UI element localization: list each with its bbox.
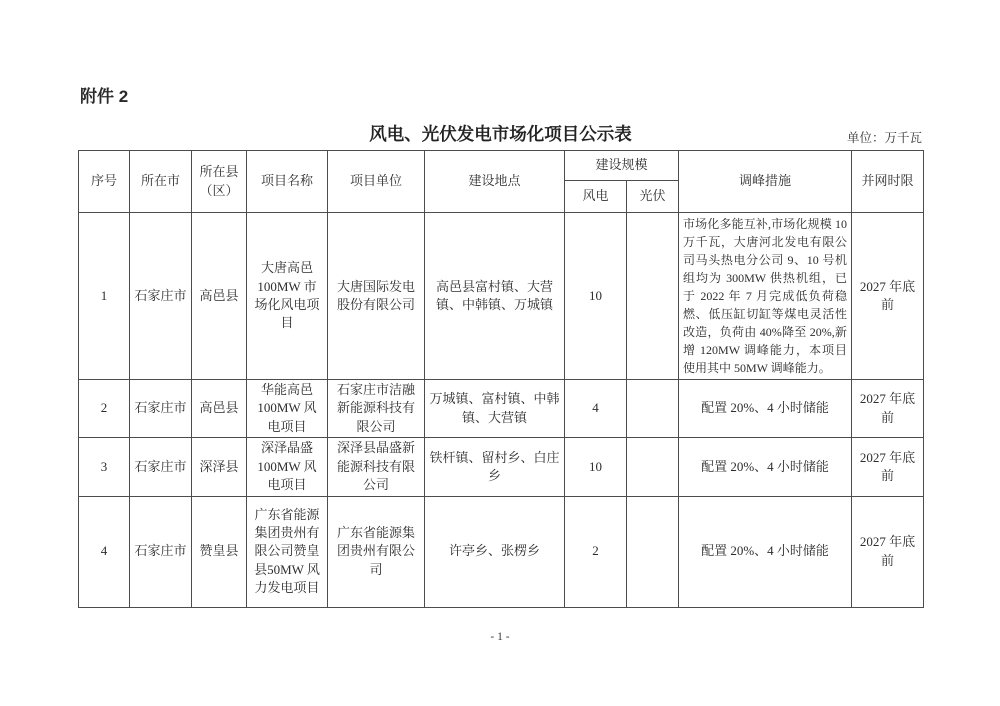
cell-grid-deadline: 2027 年底前	[852, 496, 924, 607]
table-row	[79, 213, 924, 380]
page-title: 风电、光伏发电市场化项目公示表	[369, 124, 632, 144]
col-header-project-name: 项目名称	[247, 151, 328, 213]
cell-grid-deadline: 2027 年底前	[852, 213, 924, 380]
cell-solar	[627, 438, 679, 496]
col-header-peak-measures: 调峰措施	[679, 151, 852, 213]
col-header-city: 所在市	[130, 151, 192, 213]
cell-county: 赞皇县	[192, 496, 247, 607]
projects-table	[78, 150, 924, 608]
cell-project-unit: 大唐国际发电股份有限公司	[328, 213, 425, 380]
cell-project-unit: 广东省能源集团贵州有限公司	[328, 496, 425, 607]
col-header-solar: 光伏	[627, 181, 679, 213]
cell-city: 石家庄市	[130, 438, 192, 496]
cell-city: 石家庄市	[130, 213, 192, 380]
cell-wind: 10	[565, 438, 627, 496]
cell-wind: 2	[565, 496, 627, 607]
cell-county: 高邑县	[192, 380, 247, 438]
cell-city: 石家庄市	[130, 380, 192, 438]
table-row	[79, 438, 924, 496]
page-number: - 1 -	[490, 631, 510, 643]
col-header-seq: 序号	[79, 151, 130, 213]
cell-solar	[627, 380, 679, 438]
cell-wind: 4	[565, 380, 627, 438]
cell-peak-measures: 市场化多能互补,市场化规模 10 万千瓦，大唐河北发电有限公司马头热电分公司 9、10 号机组均为 300MW 供热机组，已于 2022 年 7 月完成低负荷稳燃、低压缸切缸等煤电灵活性改造，负荷由 40%降至 20%,新增 120MW 调峰能力，本项目使用其中 50MW 调峰能力。	[679, 213, 852, 380]
cell-location: 许亭乡、张楞乡	[425, 496, 565, 607]
cell-seq: 4	[79, 496, 130, 607]
col-header-grid-deadline: 并网时限	[852, 151, 924, 213]
cell-city: 石家庄市	[130, 496, 192, 607]
cell-location: 高邑县富村镇、大营镇、中韩镇、万城镇	[425, 213, 565, 380]
table-row	[79, 380, 924, 438]
col-header-project-unit: 项目单位	[328, 151, 425, 213]
unit-label: 单位：万千瓦	[846, 131, 922, 145]
cell-project-name: 大唐高邑100MW 市场化风电项目	[247, 213, 328, 380]
cell-project-unit: 深泽县晶盛新能源科技有限公司	[328, 438, 425, 496]
cell-county: 高邑县	[192, 213, 247, 380]
cell-location: 万城镇、富村镇、中韩镇、大营镇	[425, 380, 565, 438]
cell-county: 深泽县	[192, 438, 247, 496]
col-header-wind: 风电	[565, 181, 627, 213]
cell-solar	[627, 213, 679, 380]
header-row-top	[79, 151, 924, 181]
cell-project-name: 深泽晶盛100MW 风电项目	[247, 438, 328, 496]
col-header-location: 建设地点	[425, 151, 565, 213]
cell-peak-measures: 配置 20%、4 小时储能	[679, 380, 852, 438]
cell-seq: 1	[79, 213, 130, 380]
col-header-county: 所在县（区）	[192, 151, 247, 213]
cell-solar	[627, 496, 679, 607]
cell-peak-measures: 配置 20%、4 小时储能	[679, 496, 852, 607]
attachment-label: 附件 2	[80, 87, 129, 106]
cell-peak-measures: 配置 20%、4 小时储能	[679, 438, 852, 496]
table-row	[79, 496, 924, 607]
cell-project-name: 广东省能源集团贵州有限公司赞皇县50MW 风力发电项目	[247, 496, 328, 607]
cell-location: 铁杆镇、留村乡、白庄乡	[425, 438, 565, 496]
cell-seq: 3	[79, 438, 130, 496]
cell-seq: 2	[79, 380, 130, 438]
cell-grid-deadline: 2027 年底前	[852, 380, 924, 438]
cell-project-name: 华能高邑100MW 风电项目	[247, 380, 328, 438]
cell-wind: 10	[565, 213, 627, 380]
cell-project-unit: 石家庄市洁融新能源科技有限公司	[328, 380, 425, 438]
col-header-scale-group: 建设规模	[565, 151, 679, 181]
cell-grid-deadline: 2027 年底前	[852, 438, 924, 496]
